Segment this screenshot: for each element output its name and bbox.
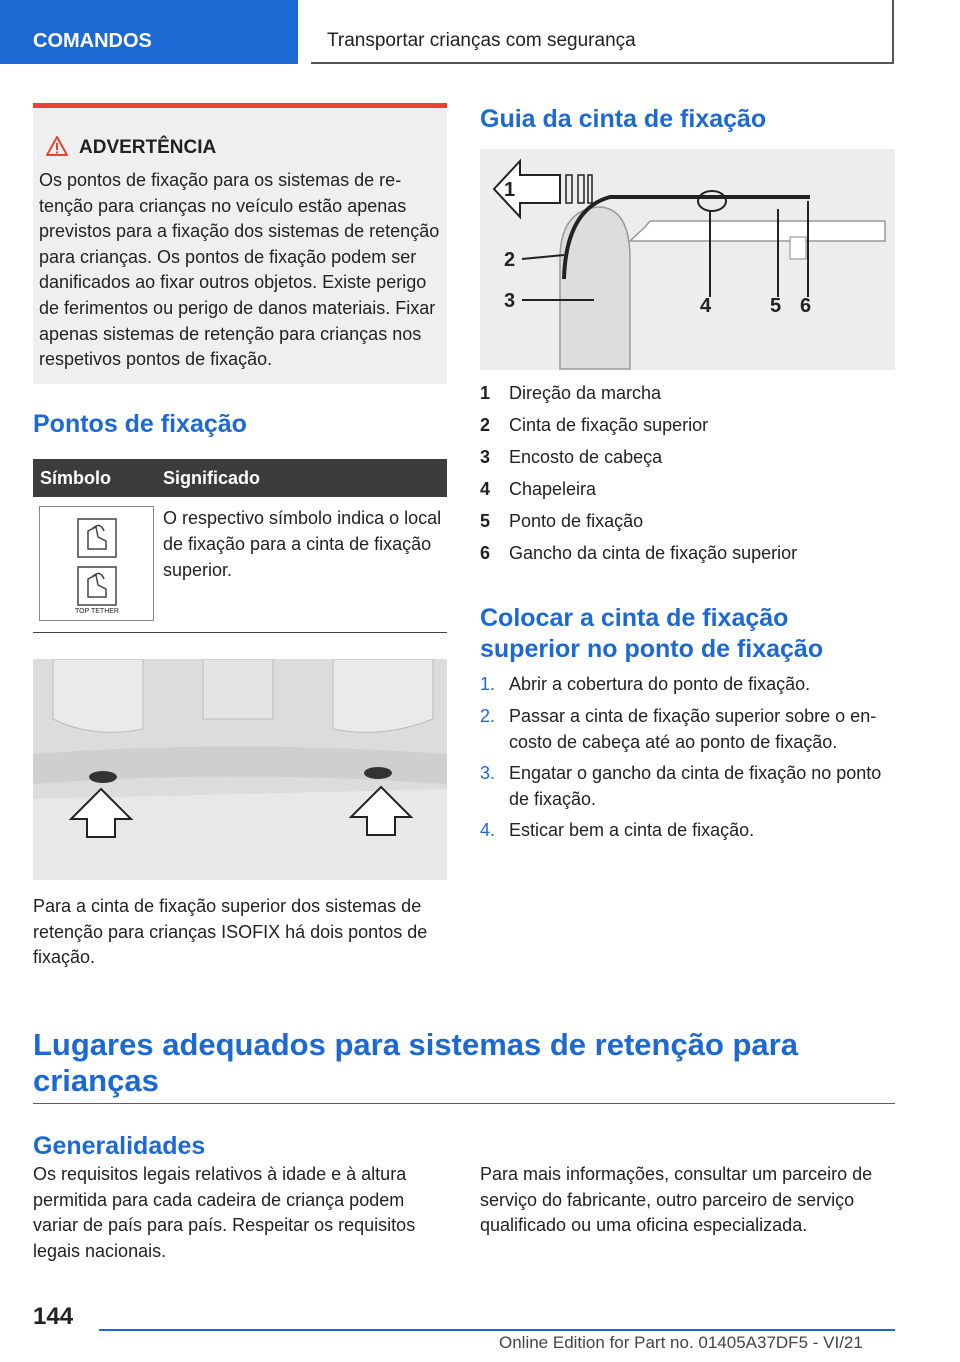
chapter-label: Transportar crianças com segurança (327, 30, 636, 51)
legend-text: Gancho da cinta de fixação superior (509, 543, 798, 563)
step-text: Passar a cinta de fixação superior sobre o encosto de cabeça até ao ponto de fixação. (509, 706, 877, 752)
col-symbol: Símbolo (40, 468, 111, 488)
seats-title-line1: Lugares adequados para sistemas de retenção para (33, 1027, 798, 1062)
table-divider (33, 632, 447, 633)
section-tab (0, 0, 298, 64)
seats-title-line2: crianças (33, 1063, 159, 1098)
legend-number: 4 (480, 479, 491, 499)
warning-icon (45, 135, 69, 157)
step-number: 3. (480, 763, 496, 783)
title-rule (33, 1103, 895, 1104)
warning-title: ADVERTÊNCIA (79, 137, 217, 158)
chapter-tab (311, 0, 894, 64)
anchors-title: Pontos de fixação (33, 410, 247, 438)
page-number: 144 (33, 1303, 74, 1330)
step-text: Abrir a cobertura do ponto de fixação. (509, 674, 811, 694)
step-number: 1. (480, 674, 496, 694)
diagram-label-1: 1 (504, 179, 516, 201)
warning-text: Os pontos de fixação para os sistemas de retenção para crianças no veículo estão apenas previstos para a fixação dos sistemas de retenção para crianças. Os pontos de fixação podem ser danificados ao fixar outros objetos. Existe perigo de ferimentos ou perigo de danos materiais. Fixar apenas sistemas de retenção para crianças nos respetivos pontos de fixação. (39, 170, 440, 370)
diagram-label-6: 6 (800, 295, 812, 317)
symbol-cell (39, 506, 154, 621)
guide-title: Guia da cinta de fixação (480, 105, 767, 133)
symbol-meaning: O respectivo símbolo indica o local de fixação para a cinta de fixação superior. (163, 508, 442, 580)
legend-text: Ponto de fixação (509, 511, 644, 531)
seats-title (33, 1027, 895, 1099)
legend-number: 3 (480, 447, 491, 467)
legend-number: 1 (480, 383, 491, 403)
attach-title-line1: Colocar a cinta de fixação (480, 604, 789, 632)
footer-rule (99, 1329, 895, 1331)
attach-title-line2: superior no ponto de fixação (480, 635, 824, 663)
rear-shelf-photo (33, 659, 447, 880)
edition-text: Online Edition for Part no. 01405A37DF5 - VI/21 (499, 1333, 863, 1352)
diagram-label-2: 2 (504, 249, 516, 271)
generalities-left-text: Os requisitos legais relativos à idade e à altura permitida para cada cadeira de criança podem variar de país para país. Respeitar os requisitos legais nacionais. (33, 1164, 416, 1261)
legend-text: Direção da marcha (509, 383, 662, 403)
diagram-label-5: 5 (770, 295, 782, 317)
legend-text: Cinta de fixação superior (509, 415, 709, 435)
col-meaning: Significado (163, 468, 261, 488)
diagram-label-3: 3 (504, 290, 516, 312)
warning-box (33, 103, 447, 384)
step-text: Esticar bem a cinta de fixação. (509, 820, 755, 840)
table-header (33, 459, 447, 497)
legend-text: Encosto de cabeça (509, 447, 663, 467)
tether-symbol-icon (40, 507, 153, 620)
step-number: 4. (480, 820, 496, 840)
step-text: Engatar o gancho da cinta de fixação no ponto de fixação. (509, 763, 882, 809)
generalities-right-text: Para mais informações, consultar um parceiro de serviço do fabricante, outro parceiro de serviço qualificado ou uma oficina especializada. (480, 1164, 873, 1236)
symbol-label: TOP TETHER (75, 608, 119, 615)
diagram-label-4: 4 (700, 295, 712, 317)
generalities-title: Generalidades (33, 1132, 206, 1160)
tether-guide-diagram (480, 149, 895, 370)
legend-text: Chapeleira (509, 479, 597, 499)
legend-number: 5 (480, 511, 491, 531)
step-number: 2. (480, 706, 496, 726)
legend-number: 6 (480, 543, 491, 563)
legend-number: 2 (480, 415, 491, 435)
section-label: COMANDOS (33, 30, 152, 52)
anchors-caption: Para a cinta de fixação superior dos sistemas de retenção para crianças ISOFIX há dois pontos de fixação. (33, 896, 428, 968)
